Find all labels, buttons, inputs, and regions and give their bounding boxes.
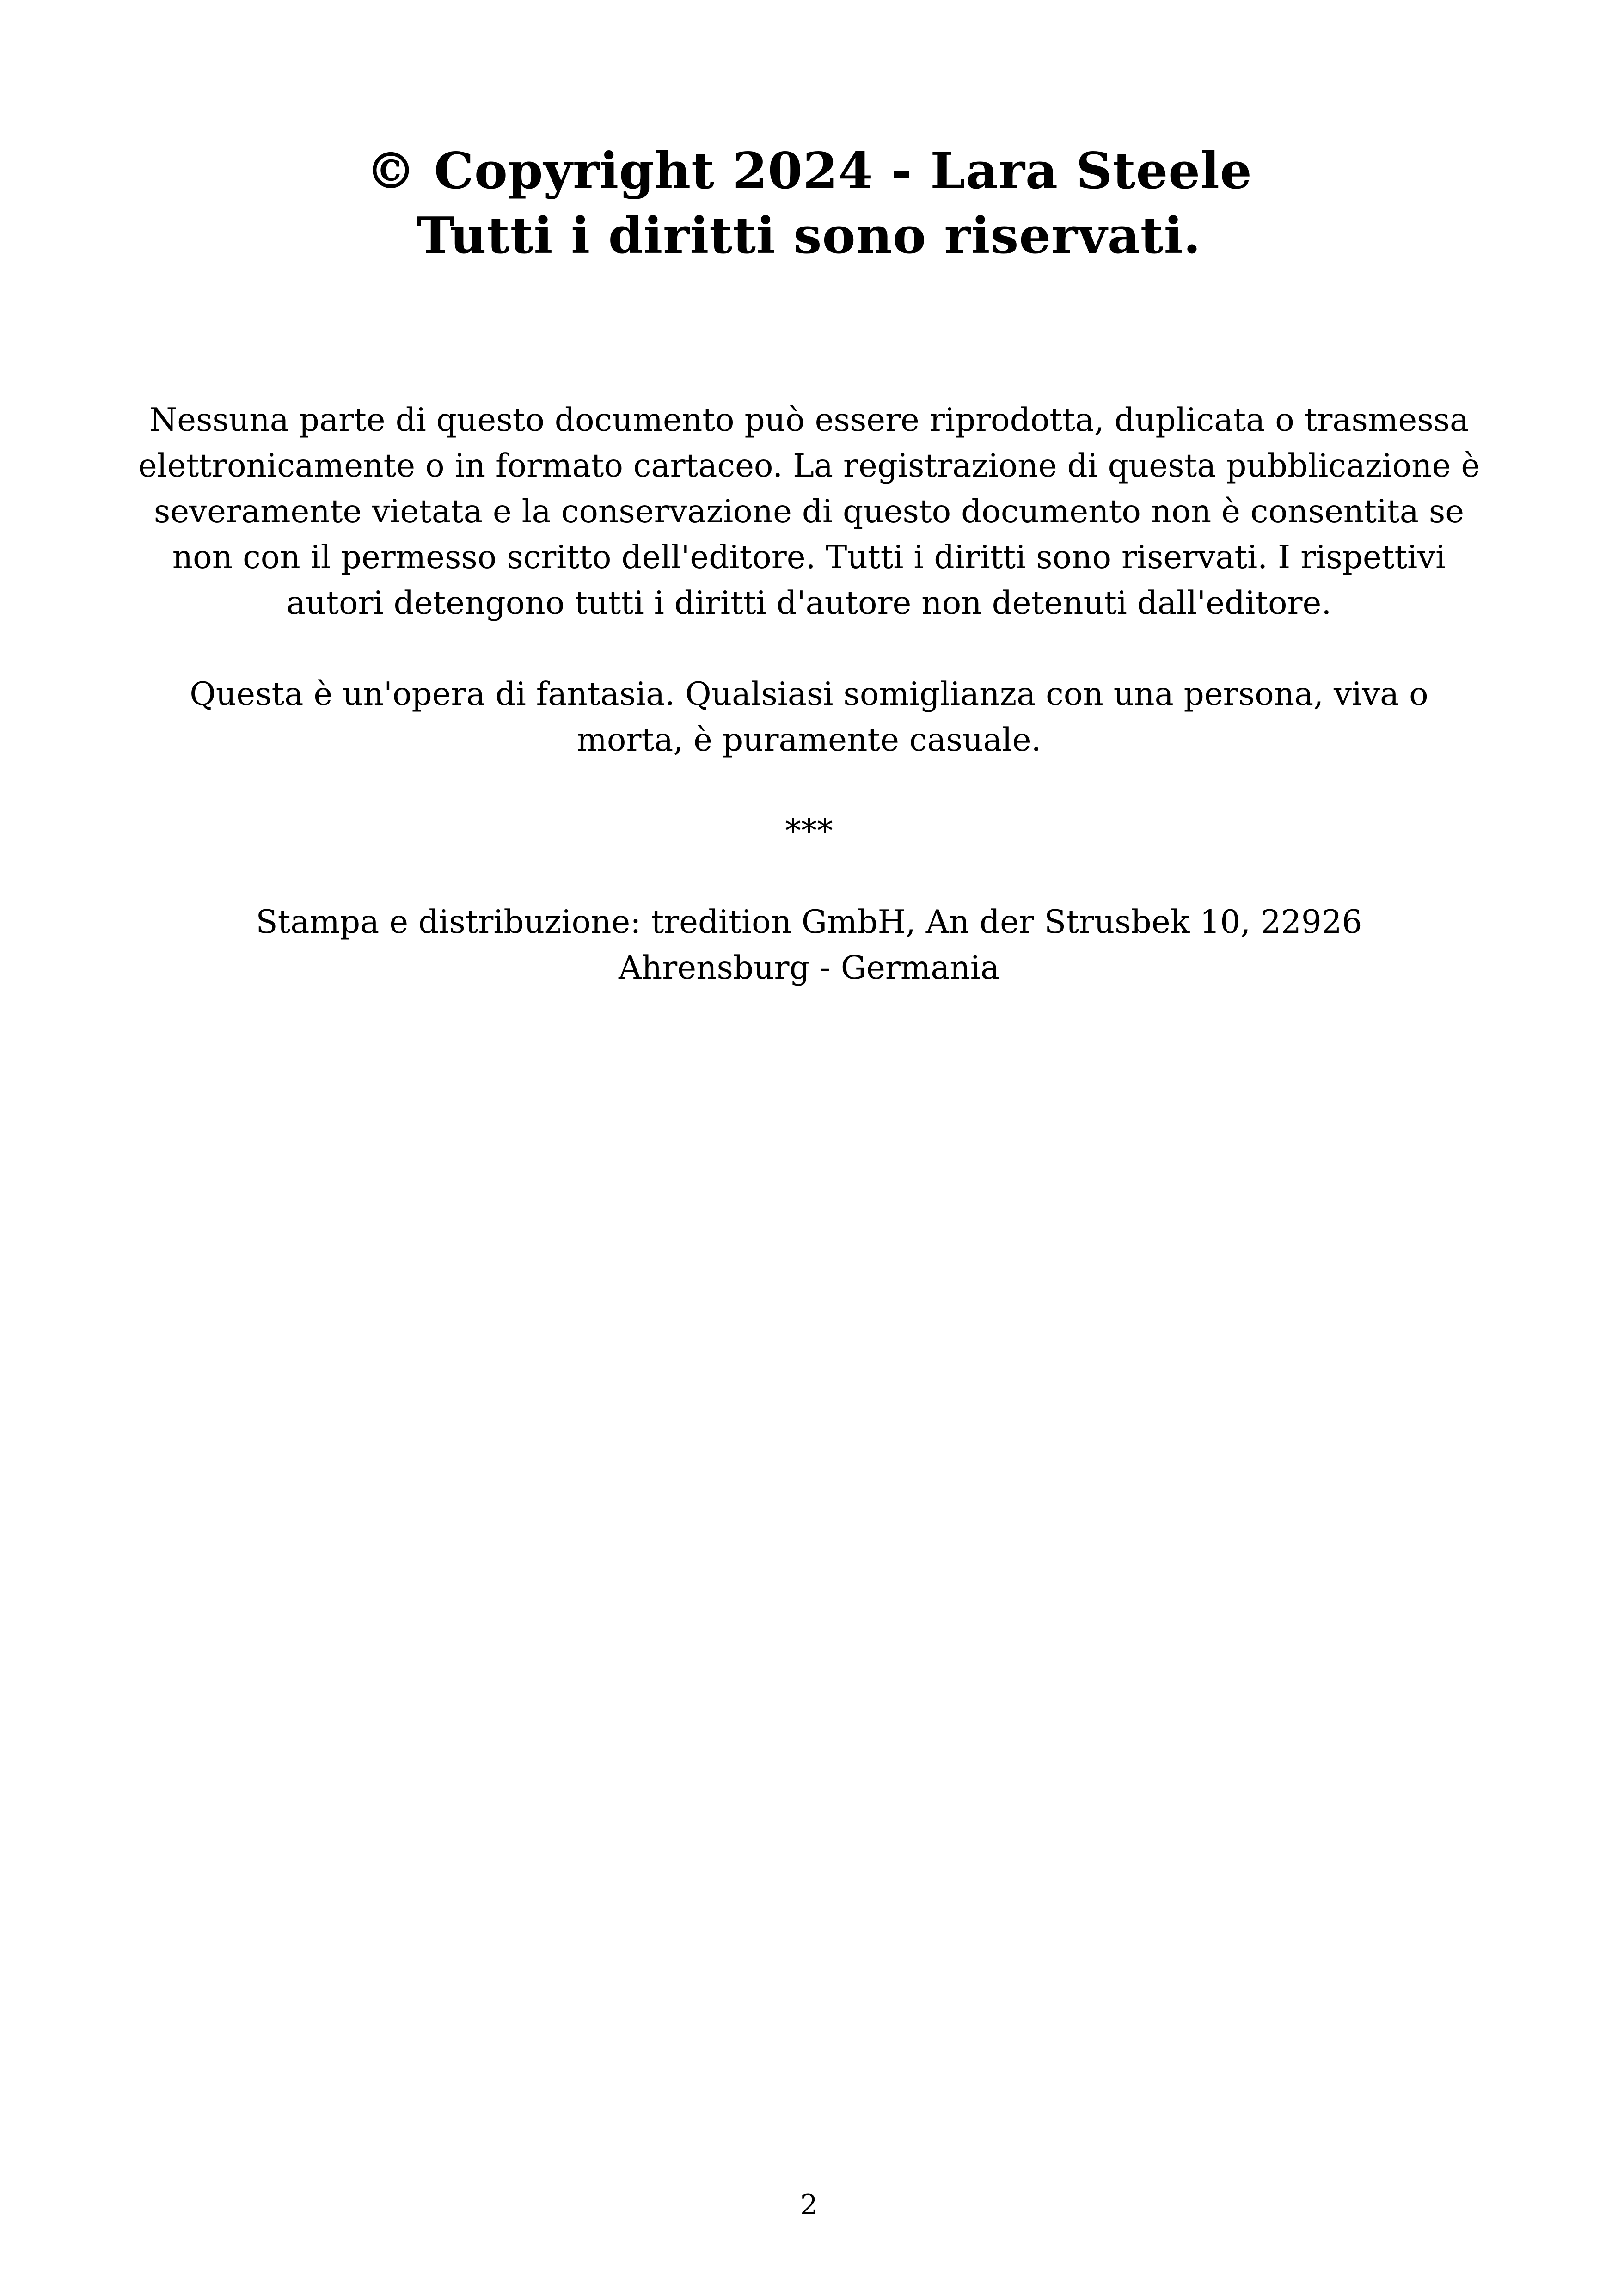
printer-info <box>134 900 1484 991</box>
copyright-title: © Copyright 2024 - Lara Steele <box>366 142 1252 200</box>
page-number: 2 <box>800 2189 818 2221</box>
printer-line-1: Stampa e distribuzione: tredition GmbH, An der Strusbek 10, 22926 <box>256 904 1362 941</box>
legal-notice-paragraph: Nessuna parte di questo documento può essere riprodotta, duplicata o trasmessa elettronicamente o in formato cartaceo. La registrazione di questa pubblicazione è severamente vietata e la conservazione di questo documento non è consentita se non con il permesso scritto dell'editore. Tutti i diritti sono riservati. I rispettivi autori detengono tutti i diritti d'autore non detenuti dall'editore. <box>138 402 1480 622</box>
printer-line-2: Ahrensburg - Germania <box>618 949 1000 986</box>
body-text <box>134 398 1484 991</box>
fiction-disclaimer-paragraph: Questa è un'opera di fantasia. Qualsiasi somiglianza con una persona, viva o morta, è puramente casuale. <box>190 676 1428 759</box>
rights-reserved-title: Tutti i diritti sono riservati. <box>417 207 1201 265</box>
section-separator: *** <box>785 813 833 850</box>
title-block <box>0 139 1618 268</box>
